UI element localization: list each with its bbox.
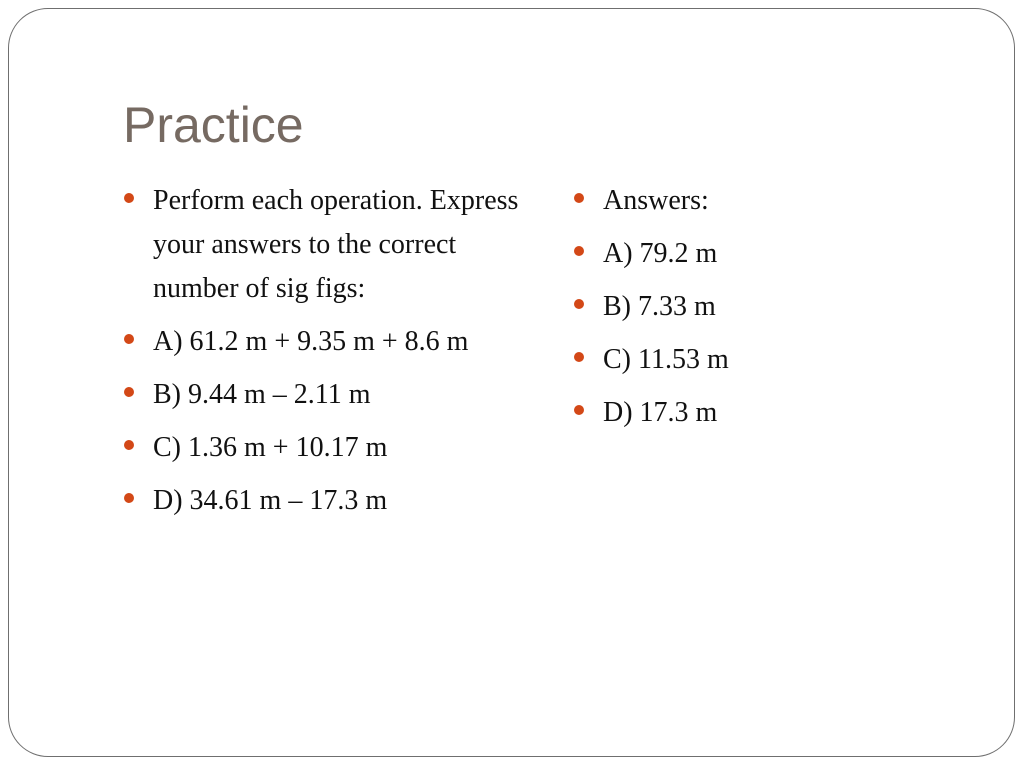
list-item	[574, 391, 974, 435]
slide-title: Practice	[123, 97, 304, 153]
answer-d: D) 17.3 m	[603, 397, 718, 428]
answer-b: B) 7.33 m	[603, 291, 716, 322]
problem-c: C) 1.36 m + 10.17 m	[153, 432, 388, 463]
bullet-icon	[124, 387, 134, 397]
bullet-icon	[574, 193, 584, 203]
list-item	[574, 285, 974, 329]
bullet-icon	[574, 405, 584, 415]
problems-list	[124, 179, 524, 532]
bullet-icon	[124, 440, 134, 450]
bullet-icon	[574, 246, 584, 256]
instruction-text: Perform each operation. Express your answers to the correct number of sig figs:	[153, 185, 519, 304]
list-item	[124, 426, 524, 470]
list-item	[124, 373, 524, 417]
list-item	[124, 479, 524, 523]
problem-a: A) 61.2 m + 9.35 m + 8.6 m	[153, 326, 469, 357]
slide-frame	[8, 8, 1015, 757]
bullet-icon	[124, 334, 134, 344]
problem-d: D) 34.61 m – 17.3 m	[153, 485, 388, 516]
answers-list	[574, 179, 974, 444]
list-item	[124, 320, 524, 364]
bullet-icon	[124, 493, 134, 503]
list-item	[574, 338, 974, 382]
list-item	[574, 232, 974, 276]
answer-c: C) 11.53 m	[603, 344, 729, 375]
list-item	[574, 179, 974, 223]
problem-b: B) 9.44 m – 2.11 m	[153, 379, 371, 410]
answers-heading: Answers:	[603, 185, 709, 216]
bullet-icon	[574, 299, 584, 309]
bullet-icon	[124, 193, 134, 203]
answer-a: A) 79.2 m	[603, 238, 718, 269]
list-item	[124, 179, 524, 311]
bullet-icon	[574, 352, 584, 362]
